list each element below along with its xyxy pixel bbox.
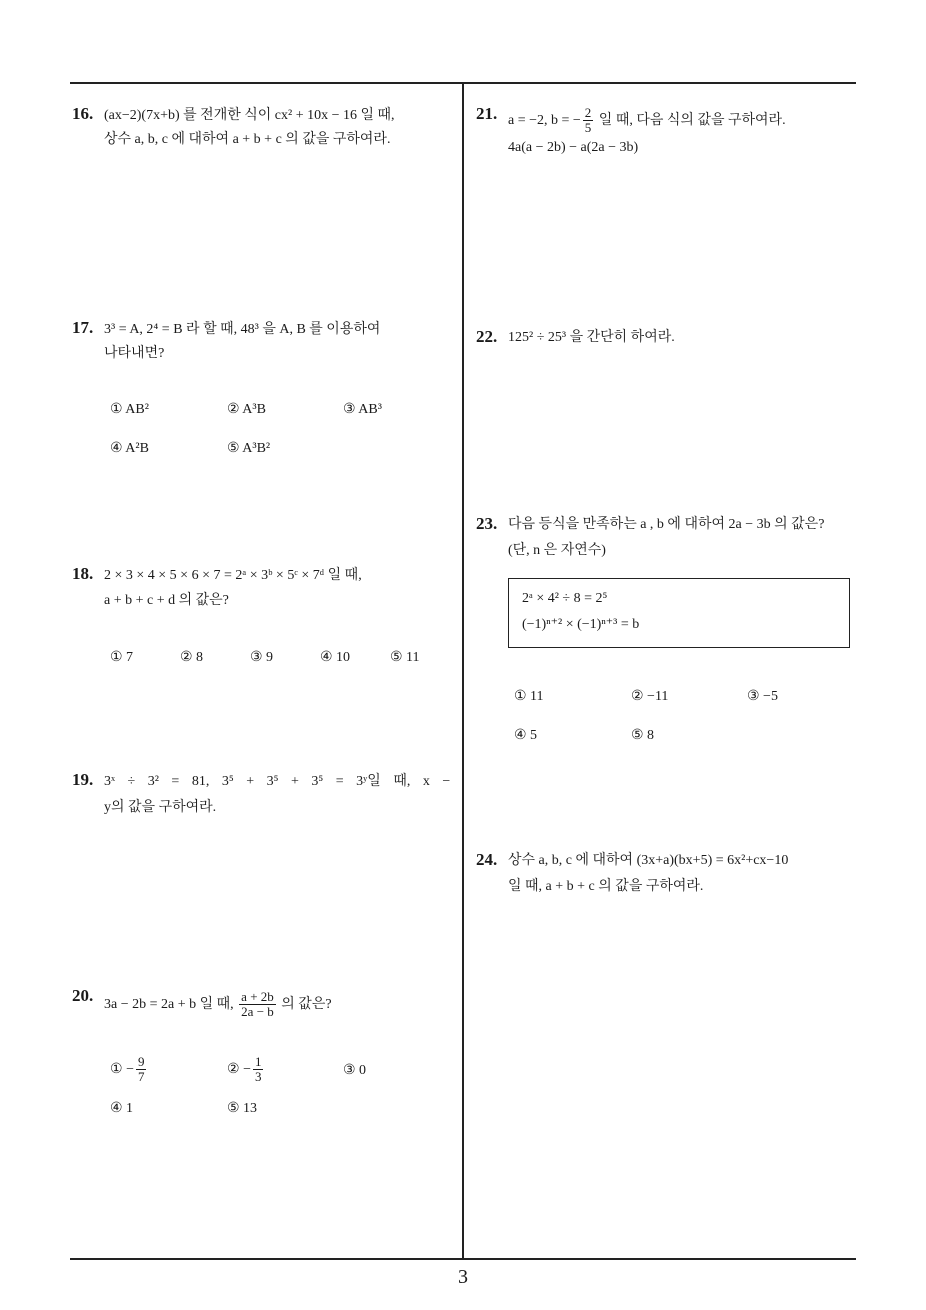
problem-text-line	[104, 988, 332, 1022]
problem-number: 22.	[476, 327, 498, 346]
fraction-denominator: 2a − b	[241, 1004, 274, 1020]
choice-4[interactable]: ④ 1	[110, 1101, 134, 1116]
fraction	[239, 990, 276, 1019]
problem-text-part: a = −2, b = −	[508, 113, 581, 128]
condition-line: (−1)ⁿ⁺² × (−1)ⁿ⁺³ = b	[522, 617, 640, 632]
choice-1[interactable]: ① 7	[110, 650, 134, 665]
choice-1[interactable]: ① AB²	[110, 402, 149, 417]
choice-5[interactable]: ⑤ A³B²	[227, 441, 271, 456]
choice-2[interactable]: ② −11	[631, 689, 669, 704]
problem-text-line: 125² ÷ 25³ 을 간단히 하여라.	[508, 330, 675, 345]
problem-number: 16.	[72, 104, 94, 123]
choice-1[interactable]	[110, 1052, 148, 1088]
fraction-numerator: 2	[584, 105, 592, 121]
column-divider	[462, 83, 464, 1259]
choice-5[interactable]: ⑤ 8	[631, 728, 655, 743]
problem-text-line: y의 값을 구하여라.	[104, 800, 217, 815]
problem-text-line: 3ˣ ÷ 3² = 81, 3⁵ + 3⁵ + 3⁵ = 3ʸ일 때, x −	[104, 774, 451, 789]
fraction-numerator: 9	[137, 1054, 145, 1070]
choice-4[interactable]: ④ 5	[514, 728, 538, 743]
problem-number: 17.	[72, 318, 94, 337]
fraction-denominator: 5	[584, 120, 592, 136]
problem-number: 24.	[476, 850, 498, 869]
problem-text-part: 일 때, 다음 식의 값을 구하여라.	[598, 113, 786, 128]
choice-4[interactable]: ④ A²B	[110, 441, 149, 456]
choice-marker: ②	[227, 1062, 240, 1077]
problem-text-line: 2 × 3 × 4 × 5 × 6 × 7 = 2ᵃ × 3ᵇ × 5ᶜ × 7ᵈ 일 때,	[104, 568, 362, 583]
choice-3[interactable]: ③ 9	[250, 650, 274, 665]
problem-number: 21.	[476, 104, 498, 123]
condition-line: 2ᵃ × 4² ÷ 8 = 2⁵	[522, 591, 608, 606]
choice-sign: −	[126, 1062, 134, 1077]
fraction-denominator: 7	[137, 1069, 145, 1085]
condition-box	[508, 578, 850, 648]
problem-text-part: 의 값은?	[281, 997, 332, 1012]
choice-2[interactable]	[227, 1052, 265, 1088]
fraction-numerator: a + 2b	[241, 989, 274, 1005]
problem-text-line: 상수 a, b, c 에 대하여 (3x+a)(bx+5) = 6x²+cx−10	[508, 853, 789, 868]
choice-2[interactable]: ② 8	[180, 650, 204, 665]
bottom-rule	[70, 1258, 856, 1260]
fraction-numerator: 1	[254, 1054, 262, 1070]
choice-4[interactable]: ④ 10	[320, 650, 351, 665]
fraction	[136, 1055, 147, 1084]
page-number: 3	[458, 1266, 468, 1288]
problem-text-line: 일 때, a + b + c 의 값을 구하여라.	[508, 879, 704, 894]
fraction	[253, 1055, 264, 1084]
problem-text-line: 3³ = A, 2⁴ = B 라 할 때, 48³ 을 A, B 를 이용하여	[104, 322, 381, 337]
fraction-denominator: 3	[254, 1069, 262, 1085]
problem-number: 18.	[72, 564, 94, 583]
problem-number: 23.	[476, 514, 498, 533]
choice-5[interactable]: ⑤ 13	[227, 1101, 258, 1116]
problem-text-line: (ax−2)(7x+b) 를 전개한 식이 cx² + 10x − 16 일 때,	[104, 108, 395, 123]
problem-text-line: a + b + c + d 의 값은?	[104, 593, 229, 608]
choice-3[interactable]: ③ 0	[343, 1063, 367, 1078]
choice-5[interactable]: ⑤ 11	[390, 650, 420, 665]
choice-2[interactable]: ② A³B	[227, 402, 266, 417]
problem-text-line: 나타내면?	[104, 346, 165, 361]
choice-marker: ①	[110, 1062, 123, 1077]
problem-number: 19.	[72, 770, 94, 789]
problem-text-line: 다음 등식을 만족하는 a , b 에 대하여 2a − 3b 의 값은?	[508, 517, 825, 532]
choice-sign: −	[243, 1062, 251, 1077]
choice-3[interactable]: ③ AB³	[343, 402, 382, 417]
choice-3[interactable]: ③ −5	[747, 689, 778, 704]
problem-text-line: (단, n 은 자연수)	[508, 543, 606, 558]
problem-text-line: 상수 a, b, c 에 대하여 a + b + c 의 값을 구하여라.	[104, 132, 391, 147]
problem-number: 20.	[72, 986, 94, 1005]
problem-text-line: 4a(a − 2b) − a(2a − 3b)	[508, 140, 639, 155]
choice-1[interactable]: ① 11	[514, 689, 544, 704]
fraction	[583, 106, 594, 135]
problem-text-part: 3a − 2b = 2a + b 일 때,	[104, 997, 234, 1012]
problem-text-line	[508, 104, 786, 138]
